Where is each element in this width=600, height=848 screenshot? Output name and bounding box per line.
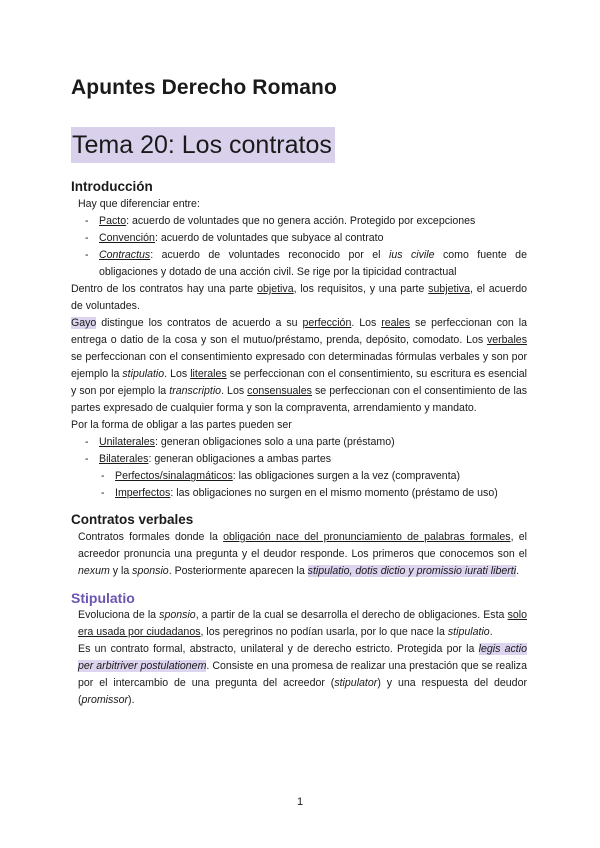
- definition-text: : las obligaciones no surgen en el mismo momento (préstamo de uso): [170, 487, 498, 499]
- list-item: [71, 230, 527, 247]
- paragraph-partes: Dentro de los contratos hay una parte objetiva, los requisitos, y una parte subjetiva, el acuerdo de voluntades.: [71, 283, 528, 312]
- term-perfeccion: perfección: [302, 317, 352, 329]
- definition-text: : acuerdo de voluntades que subyace al contrato: [154, 232, 384, 244]
- chapter-title: Tema 20: Los contratos: [71, 127, 335, 163]
- page-number: 1: [296, 796, 304, 808]
- list-item: [71, 247, 527, 281]
- section-introduccion: [71, 178, 527, 502]
- italic-term: nexum: [78, 565, 110, 577]
- highlight-contracts: stipulatio, dotis dictio y promissio iurati liberti: [307, 565, 517, 577]
- definition-text: : acuerdo de voluntades que no genera acción. Protegido por excepciones: [126, 215, 476, 227]
- term-reales: reales: [381, 317, 411, 329]
- italic-term: sponsio: [132, 565, 169, 577]
- term-pacto: Pacto: [99, 215, 127, 227]
- definition-text: : generan obligaciones solo a una parte (préstamo): [154, 436, 395, 448]
- highlight-legis-actio: legis actio per arbitriver postulationem: [78, 643, 527, 672]
- list-item: [71, 213, 527, 230]
- term-literales: literales: [190, 368, 227, 380]
- term-consensuales: consensuales: [247, 385, 312, 397]
- term-contractus: Contractus: [99, 249, 151, 261]
- list-item: [71, 485, 527, 502]
- paragraph-stipulatio-origen: Evoluciona de la sponsio, a partir de la cual se desarrolla el derecho de obligaciones. Esta solo era usada por ciudadanos, los peregrinos no podían usarla, por lo que nace la stipulatio.: [78, 609, 527, 638]
- definition-text: : las obligaciones surgen a la vez (compraventa): [232, 470, 461, 482]
- definition-text: : generan obligaciones a ambas partes: [148, 453, 332, 465]
- italic-term: sponsio: [159, 609, 196, 621]
- italic-term: stipulatio: [122, 368, 165, 380]
- term-perfectos: Perfectos/sinalagmáticos: [115, 470, 233, 482]
- paragraph-forma: Por la forma de obligar a las partes pueden ser: [71, 419, 292, 431]
- italic-term: ius civile: [388, 249, 435, 261]
- underlined-phrase: obligación nace del pronunciamiento de palabras formales: [223, 531, 511, 543]
- heading-stipulatio: Stipulatio: [71, 590, 135, 606]
- intro-lead: Hay que diferenciar entre:: [78, 198, 200, 210]
- bilateral-sublist: [71, 468, 527, 502]
- italic-term: promissor: [81, 694, 129, 706]
- paragraph-verbales: Contratos formales donde la obligación nace del pronunciamiento de palabras formales, el acreedor pronuncia una pregunta y el deudor responde. Los primeros que conocemos son el nexum y la sponsio. Posteriormente aparecen la stipulatio, dotis dictio y promissio iurati liberti.: [78, 531, 527, 577]
- highlight-gayo: Gayo: [71, 317, 97, 329]
- term-objetiva: objetiva: [257, 283, 294, 295]
- document-content: [71, 178, 527, 713]
- paragraph-stipulatio-def: Es un contrato formal, abstracto, unilateral y de derecho estricto. Protegida por la legis actio per arbitriver postulationem. Consiste en una promesa de realizar una prestación que se realiza por el intercambio de una pregunta del acreedor (stipulator) y una respuesta del deudor (promissor).: [78, 643, 527, 706]
- italic-term: transcriptio: [169, 385, 222, 397]
- paragraph-gayo: Gayo distingue los contratos de acuerdo a su perfección. Los reales se perfeccionan con la entrega o datio de la cosa y son el mutuo/préstamo, prenda, depósito, comodato. Los verbales se perfeccionan con el consentimiento expresado con determinadas fórmulas verbales y son por ejemplo la stipulatio. Los literales se perfeccionan con el consentimiento, su escritura es esencial y son por ejemplo la transcriptio. Los consensuales se perfeccionan con el consentimiento de las partes expresado de cualquier forma y son la compraventa, arrendamiento y mandato.: [71, 317, 528, 414]
- section-stipulatio: [71, 589, 527, 709]
- term-convencion: Convención: [99, 232, 155, 244]
- term-subjetiva: subjetiva: [428, 283, 470, 295]
- heading-contratos-verbales: Contratos verbales: [71, 512, 194, 527]
- italic-term: stipulator: [334, 677, 378, 689]
- underlined-phrase: solo era usada por ciudadanos: [78, 609, 527, 638]
- definitions-list: [71, 213, 527, 281]
- document-title: Apuntes Derecho Romano: [71, 76, 337, 99]
- term-bilaterales: Bilaterales: [99, 453, 149, 465]
- list-item: [71, 468, 527, 485]
- heading-introduccion: Introducción: [71, 179, 153, 194]
- list-item: [71, 434, 527, 451]
- italic-term: stipulatio: [447, 626, 490, 638]
- obligation-list: [71, 434, 527, 468]
- section-contratos-verbales: [71, 511, 527, 580]
- term-imperfectos: Imperfectos: [115, 487, 171, 499]
- term-verbales: verbales: [486, 334, 527, 346]
- definition-text: como fuente de obligaciones y dotado de una acción civil. Se rige por la tipicidad contractual: [99, 249, 527, 278]
- term-unilaterales: Unilaterales: [99, 436, 155, 448]
- list-item: [71, 451, 527, 468]
- definition-text: : acuerdo de voluntades reconocido por el: [150, 249, 389, 261]
